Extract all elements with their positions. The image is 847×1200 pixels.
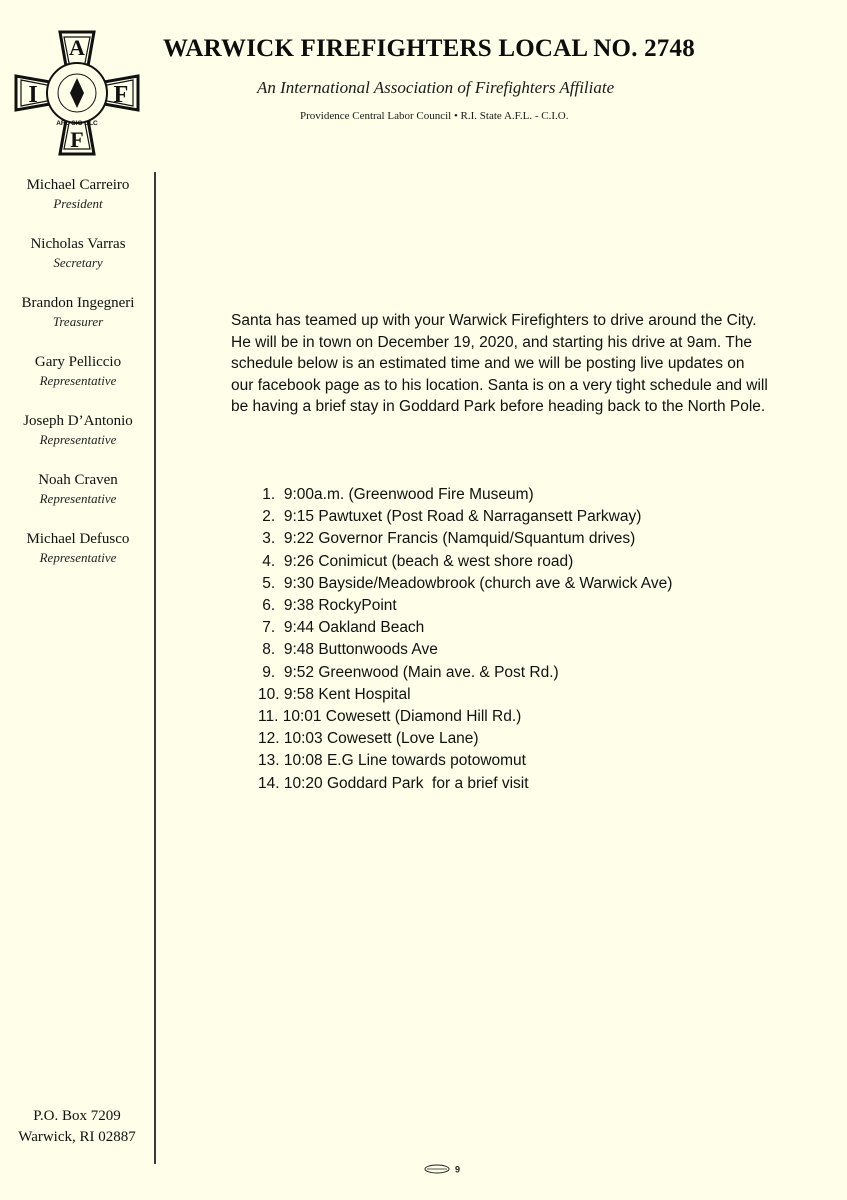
union-bug-icon <box>422 1163 462 1175</box>
officer-name: Nicholas Varras <box>30 236 126 252</box>
schedule-item: 2. 9:15 Pawtuxet (Post Road & Narragansett Parkway) <box>258 508 642 526</box>
schedule-item: 13. 10:08 E.G Line towards potowomut <box>258 752 526 770</box>
officers-sidebar <box>0 176 156 589</box>
logo-letter-f2: F <box>70 127 84 152</box>
schedule-item: 9. 9:52 Greenwood (Main ave. & Post Rd.) <box>258 663 559 681</box>
schedule-item: 14. 10:20 Goddard Park for a brief visit <box>258 774 529 792</box>
schedule-item: 12. 10:03 Cowesett (Love Lane) <box>258 730 479 748</box>
schedule-item: 4. 9:26 Conimicut (beach & west shore road) <box>258 552 574 570</box>
logo-letter-f: F <box>113 82 129 108</box>
council-line: Providence Central Labor Council • R.I. State A.F.L. - C.I.O. <box>300 110 569 122</box>
schedule-item: 7. 9:44 Oakland Beach <box>258 619 425 637</box>
address-line-1: P.O. Box 7209 <box>33 1108 121 1124</box>
officer-name: Joseph D’Antonio <box>23 413 133 429</box>
officer-role: Treasurer <box>52 314 104 329</box>
officer-name: Michael Defusco <box>26 531 130 547</box>
schedule-item: 11. 10:01 Cowesett (Diamond Hill Rd.) <box>258 708 522 726</box>
schedule-item: 6. 9:38 RockyPoint <box>258 597 397 615</box>
officer-role: Representative <box>39 550 117 565</box>
schedule-item: 8. 9:48 Buttonwoods Ave <box>258 641 438 659</box>
mailing-address <box>0 1106 154 1148</box>
logo-letter-i: I <box>28 82 38 108</box>
officer-name: Brandon Ingegneri <box>21 295 135 311</box>
officer <box>0 294 156 353</box>
officer-name: Michael Carreiro <box>26 177 130 193</box>
schedule-item: 5. 9:30 Bayside/Meadowbrook (church ave & Warwick Ave) <box>258 574 673 592</box>
officer <box>0 176 156 235</box>
intro-paragraph: Santa has teamed up with your Warwick Firefighters to drive around the City. He will be in town on December 19, 2020, and starting his drive at 9am. The schedule below is an estimated time and we will be posting live updates on our facebook page as to his location. Santa is on a very tight schedule and will be having a brief stay in Goddard Park before heading back to the North Pole. <box>231 312 768 415</box>
officer-role: Secretary <box>53 255 103 270</box>
schedule-list <box>258 484 778 795</box>
officer <box>0 471 156 530</box>
officer <box>0 530 156 589</box>
officer-role: Representative <box>39 432 117 447</box>
union-bug-number: 9 <box>455 1164 461 1175</box>
logo-letter-a: A <box>69 35 85 60</box>
officer <box>0 412 156 471</box>
officer <box>0 353 156 412</box>
org-name: WARWICK FIREFIGHTERS LOCAL NO. 2748 <box>163 35 695 62</box>
officer-name: Gary Pelliccio <box>34 354 122 370</box>
sidebar-divider <box>154 172 156 1164</box>
schedule-item: 3. 9:22 Governor Francis (Namquid/Squantum drives) <box>258 530 636 548</box>
officer-role: Representative <box>39 491 117 506</box>
schedule-item: 10. 9:58 Kent Hospital <box>258 685 411 703</box>
officer-role: Representative <box>39 373 117 388</box>
officer <box>0 235 156 294</box>
iaff-logo <box>14 30 140 156</box>
address-line-2: Warwick, RI 02887 <box>18 1129 136 1145</box>
officer-role: President <box>53 196 103 211</box>
schedule-item: 1. 9:00a.m. (Greenwood Fire Museum) <box>258 486 534 503</box>
logo-base-text: AFL-CIO CLC <box>56 120 98 127</box>
officer-name: Noah Craven <box>38 472 118 488</box>
affiliate-line: An International Association of Firefighters Affiliate <box>257 78 615 97</box>
